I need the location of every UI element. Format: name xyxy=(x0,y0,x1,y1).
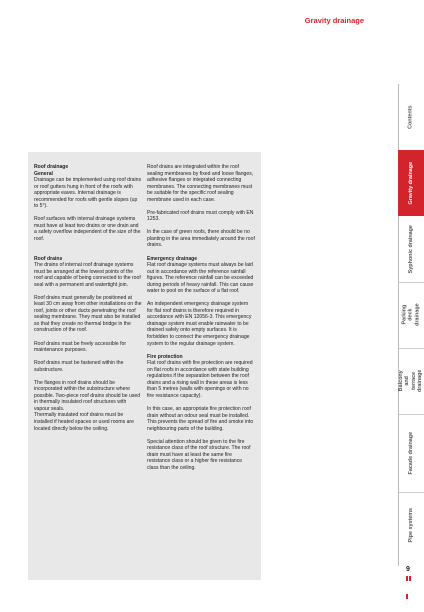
tab-label: Contents xyxy=(407,105,414,129)
paragraph: Drainage can be implemented using roof drains or roof gutters hung in front of the roofs with appropriate eaves. Internal drainage is recommended for roofs with gentle slopes (up to 5°). xyxy=(34,177,142,210)
tab-gravity-drainage[interactable] xyxy=(398,150,424,216)
heading-roof-drainage: Roof drainage xyxy=(34,164,69,170)
tab-label: Syphonic drainage xyxy=(407,224,414,274)
tab-label: Pipe systems xyxy=(407,507,414,543)
paragraph: Flat roof drains with fire protection are required on flat roofs in accordance with state building regulations if the separation between the roof drains and a rising wall in these areas is less than 5 metres (walls with openings or with no fire resistance capacity). xyxy=(147,360,253,399)
paragraph: Roof drains are integrated within the roof sealing membranes by fixed and loose flanges, adhesive flanges or integrated connecting membranes. The connecting membranes must be suitable for the specific roof sealing membrane used in each case. xyxy=(147,164,254,203)
tab-syphonic-drainage[interactable] xyxy=(398,216,424,282)
tab-label: Gravity drainage xyxy=(407,161,414,205)
heading-roof-drains: Roof drains xyxy=(34,255,63,262)
heading-emergency-drainage: Emergency drainage xyxy=(147,255,198,262)
paragraph: Flat roof drainage systems must always be laid out in accordance with the reference rainfall figures. The reference rainfall can be exceeded during periods of heavy rainfall. This can cause water to pool on the surface of a flat roof. xyxy=(147,262,254,295)
paragraph: In the case of green roofs, there should be no planting in the area immediately around the roof drains. xyxy=(147,229,255,249)
paragraph: An independent emergency drainage system for flat roof drains is therefore required in accordance with EN 12056-3. This emergency drainage system must enable rainwater to be drained safely onto empty surfaces. It is forbidden to connect the emergency drainage system to the regular drainage system. xyxy=(147,301,252,347)
paragraph: Roof drains must be fastened within the substructure. xyxy=(34,360,124,373)
section-title: Gravity drainage xyxy=(304,16,364,25)
tab-label: Balcony and terrace drainage xyxy=(398,369,424,393)
tab-label: Facade drainage xyxy=(407,431,414,475)
paragraph: Roof drains must be freely accessible for maintenance purposes. xyxy=(34,340,127,354)
paragraph: The flanges in roof drains should be incorporated within the substructure where possible. Two-piece roof drains should be used in thermally insulated roof structures with vapour seals. xyxy=(34,379,141,412)
page-number: 9 xyxy=(406,566,410,573)
paragraph: Pre-fabricated roof drains must comply with EN 1253. xyxy=(147,209,254,223)
heading-fire-protection: Fire protection xyxy=(147,353,183,360)
tab-parking-deck-drainage[interactable] xyxy=(398,282,424,348)
text-column-right xyxy=(147,164,255,478)
paragraph: Roof surfaces with internal drainage systems must have at least two drains or one drain and a safety overflow independent of the size of the roof. xyxy=(34,216,141,242)
text-column-left xyxy=(34,164,142,439)
tab-balcony-terrace-drainage[interactable] xyxy=(398,348,424,414)
brand-mark-icon xyxy=(406,576,414,581)
tab-facade-drainage[interactable] xyxy=(398,414,424,492)
tab-pipe-systems[interactable] xyxy=(398,492,424,558)
tab-label: Parking deck drainage xyxy=(401,303,421,327)
paragraph: Roof drains must generally be positioned at least 30 cm away from other installations on the roof, joints or other ducts penetrating the roof sealing membrane. They must also be installed so that they create no thermal bridge in the construction of the roof. xyxy=(34,294,142,334)
paragraph: Special attention should be given to the fire resistance class of the roof structure. The roof drain must have at least the same fire resistance class or a higher fire resistance class than the ceiling. xyxy=(147,438,251,471)
tab-contents[interactable] xyxy=(398,84,424,150)
paragraph: The drains of internal roof drainage systems must be arranged at the lowest points of the roof and capable of being connected to the roof seal with a permanent and watertight join. xyxy=(34,262,141,288)
paragraph: In this case, an appropriate fire protection roof drain without an odour seal must be installed. This prevents the spread of fire and smoke into neighbouring parts of the building. xyxy=(147,405,254,432)
subheading-general: General xyxy=(34,170,53,177)
paragraph: Thermally insulated roof drains must be installed if heated spaces or used rooms are located directly below the ceiling. xyxy=(34,412,134,432)
